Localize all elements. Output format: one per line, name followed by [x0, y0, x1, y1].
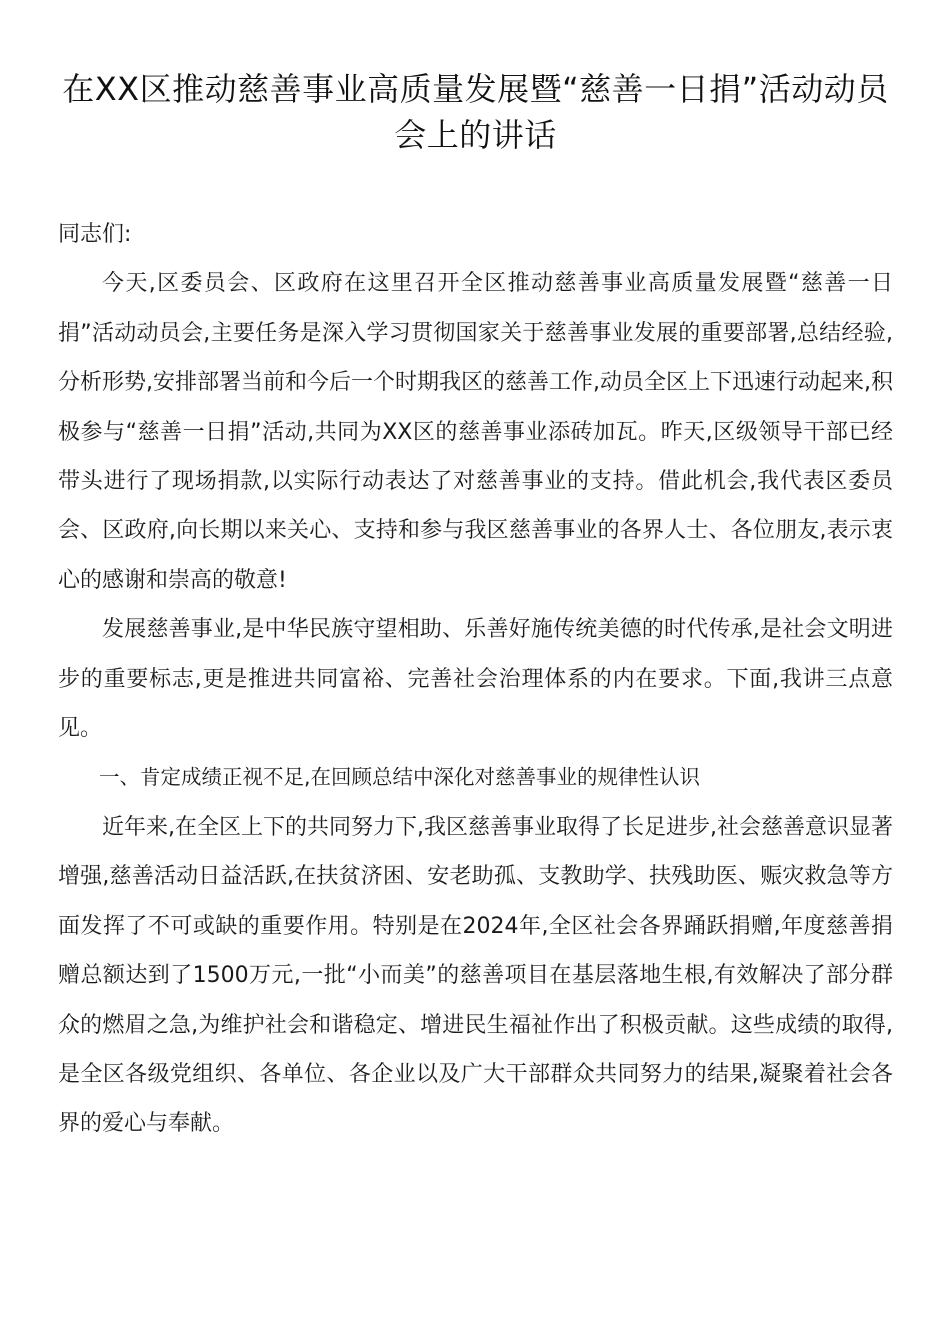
document-title: 在XX区推动慈善事业高质量发展暨“慈善一日捐”活动动员会上的讲话	[62, 70, 889, 154]
paragraph-achievements: 近年来,在全区上下的共同努力下,我区慈善事业取得了长足进步,社会慈善意识显著增强,慈善活动日益活跃,在扶贫济困、安老助孤、支教助学、扶残助医、赈灾救急等方面发挥了不可或缺的重要作用。特别是在2024年,全区社会各界踊跃捐赠,年度慈善捐赠总额达到了1500万元,一批“小而美”的慈善项目在基层落地生根,有效解决了部分群众的燃眉之急,为维护社会和谐稳定、增进民生福祉作出了积极贡献。这些成绩的取得,是全区各级党组织、各单位、各企业以及广大干部群众共同努力的结果,凝聚着社会各界的爱心与奉献。	[58, 814, 893, 1137]
salutation: 同志们:	[58, 222, 132, 247]
section-heading-one: 一、肯定成绩正视不足,在回顾总结中深化对慈善事业的规律性认识	[99, 765, 701, 790]
paragraph-opening: 今天,区委员会、区政府在这里召开全区推动慈善事业高质量发展暨“慈善一日捐”活动动员会,主要任务是深入学习贯彻国家关于慈善事业发展的重要部署,总结经验,分析形势,安排部署当前和今后一个时期我区的慈善工作,动员全区上下迅速行动起来,积极参与“慈善一日捐”活动,共同为XX区的慈善事业添砖加瓦。昨天,区级领导干部已经带头进行了现场捐款,以实际行动表达了对慈善事业的支持。借此机会,我代表区委员会、区政府,向长期以来关心、支持和参与我区慈善事业的各界人士、各位朋友,表示衷心的感谢和崇高的敬意!	[58, 271, 893, 593]
document-body	[58, 210, 893, 1149]
document-page	[58, 66, 893, 1149]
paragraph-significance: 发展慈善事业,是中华民族守望相助、乐善好施传统美德的时代传承,是社会文明进步的重要标志,更是推进共同富裕、完善社会治理体系的内在要求。下面,我讲三点意见。	[58, 617, 893, 742]
